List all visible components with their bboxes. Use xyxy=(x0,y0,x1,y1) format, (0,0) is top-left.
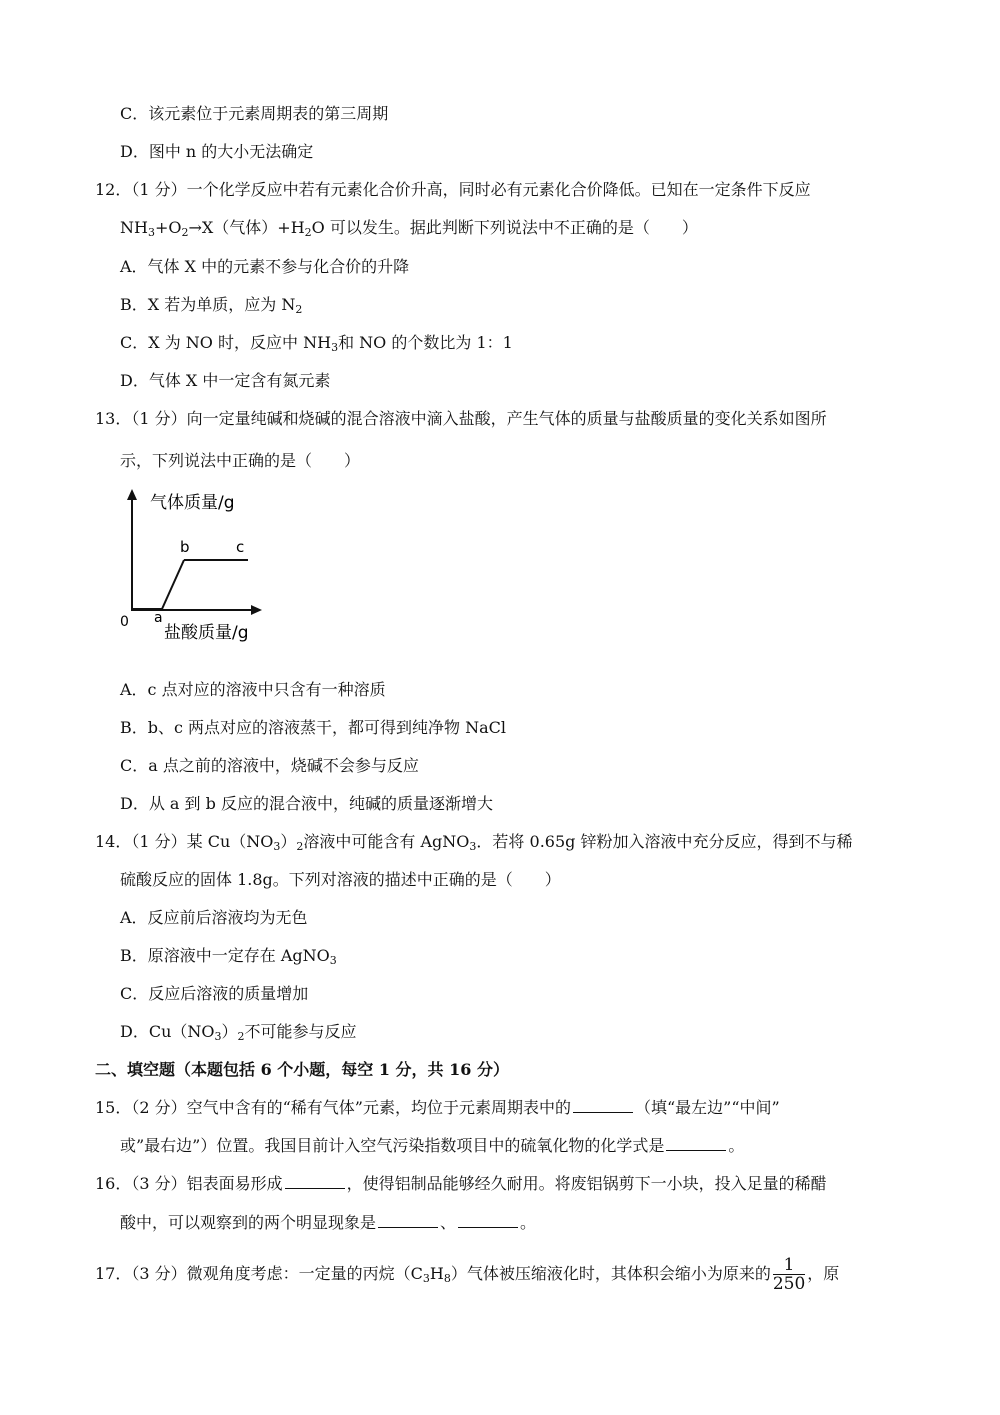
q12-stem-line1: 12．（1 分）一个化学反应中若有元素化合价升高，同时必有元素化合价降低。已知在一定条件下反应 xyxy=(95,180,811,199)
q17-line1: 17．（3 分）微观角度考虑：一定量的丙烷$(C_3H_8)$气体被压缩液化时，其体积会缩小为原来的 $\frac{1}{250}$ ，原 xyxy=(95,1255,840,1294)
q13-option-c: C．a 点之前的溶液中，烧碱不会参与反应 xyxy=(120,756,419,775)
x-axis-arrow xyxy=(251,605,262,615)
point-b-label: b xyxy=(180,538,190,556)
q11-option-c: C．该元素位于元素周期表的第三周期 xyxy=(120,104,389,123)
q15-blank-2[interactable] xyxy=(666,1136,726,1151)
q14-stem-line1: 14．（1 分）某 $Cu(NO_3)_2$溶液中可能含有 AgNO$_3$．若将 0.65g 锌粉加入溶液中充分反应，得到不与稀 xyxy=(95,832,853,853)
q13-option-b: B．b、c 两点对应的溶液蒸干，都可得到纯净物 NaCl xyxy=(120,718,507,737)
q12-option-d: D．气体 X 中一定含有氮元素 xyxy=(120,371,331,390)
q13-stem-line2: 示，下列说法中正确的是（ ） xyxy=(120,451,361,470)
q16-blank-2[interactable] xyxy=(378,1213,438,1228)
q13-stem-line1: 13．（1 分）向一定量纯碱和烧碱的混合溶液中滴入盐酸，产生气体的质量与盐酸质量的变化关系如图所 xyxy=(95,409,827,428)
q14-option-c: C．反应后溶液的质量增加 xyxy=(120,984,309,1003)
q12-option-b: B．X 若为单质，应为 $N_2$ xyxy=(120,295,303,316)
q11-option-d: D．图中 n 的大小无法确定 xyxy=(120,142,314,161)
origin-label: 0 xyxy=(120,614,129,630)
q15-line1: 15．（2 分）空气中含有的“稀有气体”元素，均位于元素周期表中的 （填“最左边”“中间” xyxy=(95,1098,780,1117)
y-axis-arrow xyxy=(127,489,137,500)
fraction-1-over-250: $\frac{1}{250}$ xyxy=(772,1255,806,1294)
q15-blank-1[interactable] xyxy=(573,1098,633,1113)
q16-blank-1[interactable] xyxy=(285,1174,345,1189)
q16-line2: 酸中，可以观察到的两个明显现象是 、 。 xyxy=(120,1213,537,1232)
q13-option-d: D．从 a 到 b 反应的混合液中，纯碱的质量逐渐增大 xyxy=(120,794,493,813)
point-a-label: a xyxy=(154,610,163,626)
point-c-label: c xyxy=(236,538,245,556)
q16-blank-3[interactable] xyxy=(458,1213,518,1228)
section-2-heading: 二、填空题（本题包括 6 个小题，每空 1 分，共 16 分） xyxy=(95,1060,509,1079)
y-axis-label: 气体质量/g xyxy=(150,493,235,513)
gas-mass-graph xyxy=(118,486,278,646)
q14-option-d: D．$Cu(NO_3)_2$不可能参与反应 xyxy=(120,1022,357,1043)
q15-line2: 或”最右边”）位置。我国目前计入空气污染指数项目中的硫氧化物的化学式是 。 xyxy=(120,1136,745,1155)
q13-option-a: A．c 点对应的溶液中只含有一种溶质 xyxy=(120,680,386,699)
q12-option-a: A．气体 X 中的元素不参与化合价的升降 xyxy=(120,257,410,276)
x-axis-label: 盐酸质量/g xyxy=(164,623,249,643)
q14-option-a: A．反应前后溶液均为无色 xyxy=(120,908,308,927)
q14-stem-line2: 硫酸反应的固体 1.8g。下列对溶液的描述中正确的是（ ） xyxy=(120,870,561,889)
q12-stem-line2: $NH_3+O_2\to X$（气体）$+H_2O$ 可以发生。据此判断下列说法中不正确的是（ ） xyxy=(120,218,698,239)
q16-line1: 16．（3 分）铝表面易形成 ，使得铝制品能够经久耐用。将废铝锅剪下一小块，投入足量的稀醋 xyxy=(95,1174,827,1193)
q12-option-c: C．X 为 NO 时，反应中 $NH_3$和 NO 的个数比为 1：1 xyxy=(120,333,513,354)
curve-rise xyxy=(162,560,184,609)
q14-option-b: B．原溶液中一定存在 AgNO$_3$ xyxy=(120,946,337,967)
